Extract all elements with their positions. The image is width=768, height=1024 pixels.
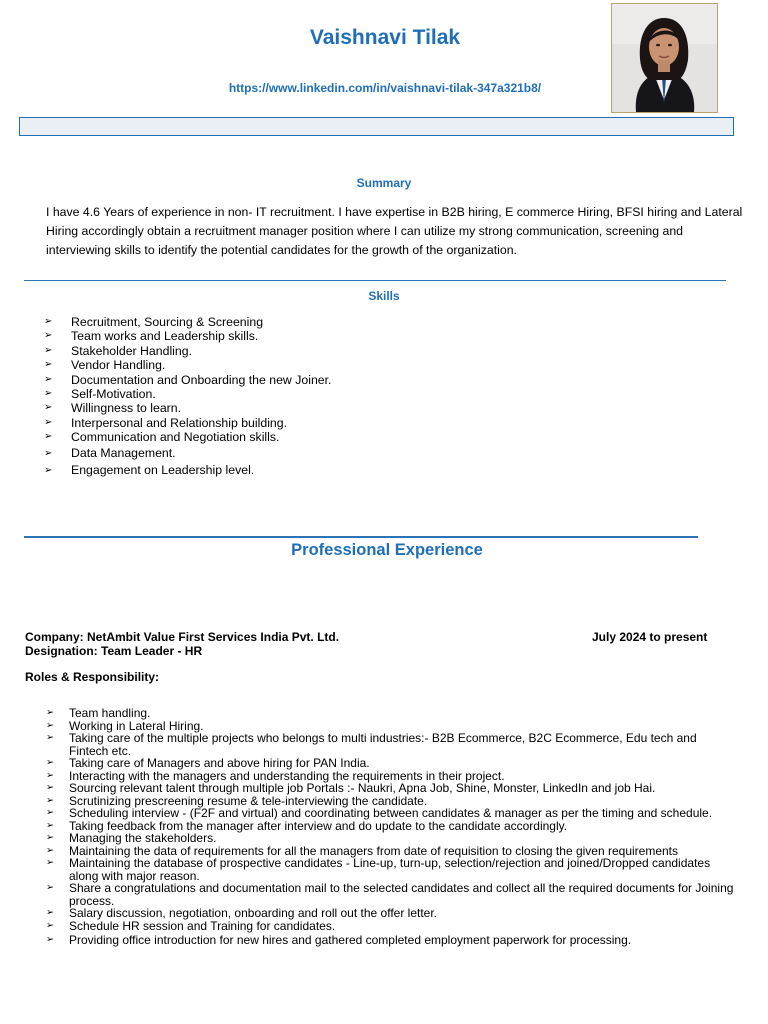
- experience-heading: Professional Experience: [291, 541, 483, 559]
- bullet-arrow-icon: ➢: [44, 359, 53, 371]
- bullet-arrow-icon: ➢: [44, 416, 53, 428]
- bullet-arrow-icon: ➢: [44, 431, 53, 443]
- bullet-arrow-icon: ➢: [46, 857, 54, 868]
- skill-item: ➢ Data Management.: [44, 445, 176, 460]
- bullet-arrow-icon: ➢: [44, 373, 53, 385]
- bullet-arrow-icon: ➢: [46, 732, 54, 743]
- responsibility-item: ➢ Taking feedback from the manager after interview and do update to the candidate accordingly.: [46, 818, 568, 833]
- summary-text: I have 4.6 Years of experience in non- IT recruitment. I have expertise in B2B hiring, E commerce Hiring, BFSI hiring and Lateral Hiring accordingly obtain a recruitment manager position where I can utilize my strong communication, screening and interviewing skills to identify the potential candidates for the growth of the organization.: [46, 205, 743, 257]
- skills-heading: Skills: [368, 289, 400, 303]
- bullet-arrow-icon: ➢: [46, 844, 54, 856]
- bullet-arrow-icon: ➢: [46, 819, 54, 831]
- responsibility-item: ➢ Managing the stakeholders.: [46, 831, 217, 845]
- candidate-name: Vaishnavi Tilak: [309, 26, 461, 49]
- bullet-arrow-icon: ➢: [44, 447, 53, 459]
- responsibility-item: ➢ Maintaining the data of requirements for all the managers from date of requisition to closing the given requirements: [46, 843, 678, 858]
- skill-item: ➢ Communication and Negotiation skills.: [44, 430, 280, 445]
- skill-item: ➢ Recruitment, Sourcing & Screening: [44, 315, 264, 329]
- responsibility-item: ➢ Scheduling interview - (F2F and virtual) and coordinating between candidates & manager as per the timing and schedule.: [46, 806, 713, 820]
- bullet-arrow-icon: ➢: [46, 757, 54, 768]
- bullet-arrow-icon: ➢: [44, 402, 53, 414]
- skill-item: ➢ Stakeholder Handling.: [44, 343, 192, 358]
- designation: Designation: Team Leader - HR: [25, 644, 203, 658]
- bullet-arrow-icon: ➢: [46, 832, 54, 843]
- bullet-arrow-icon: ➢: [46, 719, 54, 731]
- responsibility-item: ➢ Working in Lateral Hiring.: [46, 718, 204, 733]
- bullet-arrow-icon: ➢: [44, 387, 53, 399]
- responsibility-item: ➢ Sourcing relevant talent through multiple job Portals :- Naukri, Apna Job, Shine, Monster, LinkedIn and job Hai.: [46, 781, 656, 795]
- skill-item: ➢ Interpersonal and Relationship building.: [44, 415, 288, 430]
- skill-item: ➢ Team works and Leadership skills.: [44, 329, 259, 344]
- bullet-arrow-icon: ➢: [46, 807, 54, 818]
- responsibility-item: ➢ Providing office introduction for new hires and gathered completed employment paperwork for processing.: [46, 933, 632, 947]
- bullet-arrow-icon: ➢: [46, 919, 54, 931]
- skill-item: ➢ Engagement on Leadership level.: [44, 462, 255, 477]
- bullet-arrow-icon: ➢: [44, 344, 53, 356]
- bullet-arrow-icon: ➢: [46, 882, 54, 893]
- bullet-arrow-icon: ➢: [46, 782, 54, 793]
- responsibility-item: ➢ Schedule HR session and Training for candidates.: [46, 918, 336, 933]
- experience-divider: [24, 536, 698, 538]
- bullet-arrow-icon: ➢: [44, 316, 53, 327]
- bullet-arrow-icon: ➢: [46, 794, 54, 806]
- responsibility-item: ➢ Taking care of the multiple projects who belongs to multi industries:- B2B Ecommerce, B2C Ecommerce, Edu tech and Fintech etc.: [46, 731, 697, 758]
- responsibility-item: ➢ Scrutinizing prescreening resume & tele-interviewing the candidate.: [46, 793, 428, 808]
- responsibility-item: ➢ Maintaining the database of prospective candidates - Line-up, turn-up, selection/rejection and joined/Dropped candidates along with major reason.: [46, 856, 711, 883]
- bullet-arrow-icon: ➢: [44, 330, 53, 342]
- skill-item: ➢ Willingness to learn.: [44, 401, 182, 416]
- responsibility-item: ➢ Team handling.: [46, 706, 151, 720]
- linkedin-link[interactable]: https://www.linkedin.com/in/vaishnavi-tilak-347a321b8/: [228, 81, 542, 95]
- company-name: Company: NetAmbit Value First Services India Pvt. Ltd.: [25, 630, 340, 644]
- profile-photo: [611, 3, 718, 113]
- bullet-arrow-icon: ➢: [46, 934, 54, 945]
- responsibility-item: ➢ Share a congratulations and documentation mail to the selected candidates and collect all the required documents for Joining process.: [46, 881, 734, 908]
- bullet-arrow-icon: ➢: [46, 707, 54, 718]
- employment-dates: July 2024 to present: [592, 630, 708, 644]
- responsibilities-list: [46, 707, 746, 947]
- responsibility-item: ➢ Taking care of Managers and above hiring for PAN India.: [46, 756, 370, 770]
- bullet-arrow-icon: ➢: [44, 464, 53, 476]
- responsibility-item: ➢ Salary discussion, negotiation, onboarding and roll out the offer letter.: [46, 906, 438, 920]
- responsibility-item: ➢ Interacting with the managers and understanding the requirements in their project.: [46, 768, 505, 783]
- skills-list: [44, 315, 331, 479]
- skills-divider: [24, 280, 726, 281]
- skill-item: ➢ Documentation and Onboarding the new Joiner.: [44, 372, 332, 387]
- summary-heading: Summary: [356, 176, 412, 190]
- skill-item: ➢ Vendor Handling.: [44, 358, 166, 373]
- roles-heading: Roles & Responsibility:: [25, 670, 160, 684]
- skill-item: ➢ Self-Motivation.: [44, 386, 156, 401]
- header-divider-bar: [19, 117, 734, 136]
- bullet-arrow-icon: ➢: [46, 907, 54, 918]
- bullet-arrow-icon: ➢: [46, 769, 54, 781]
